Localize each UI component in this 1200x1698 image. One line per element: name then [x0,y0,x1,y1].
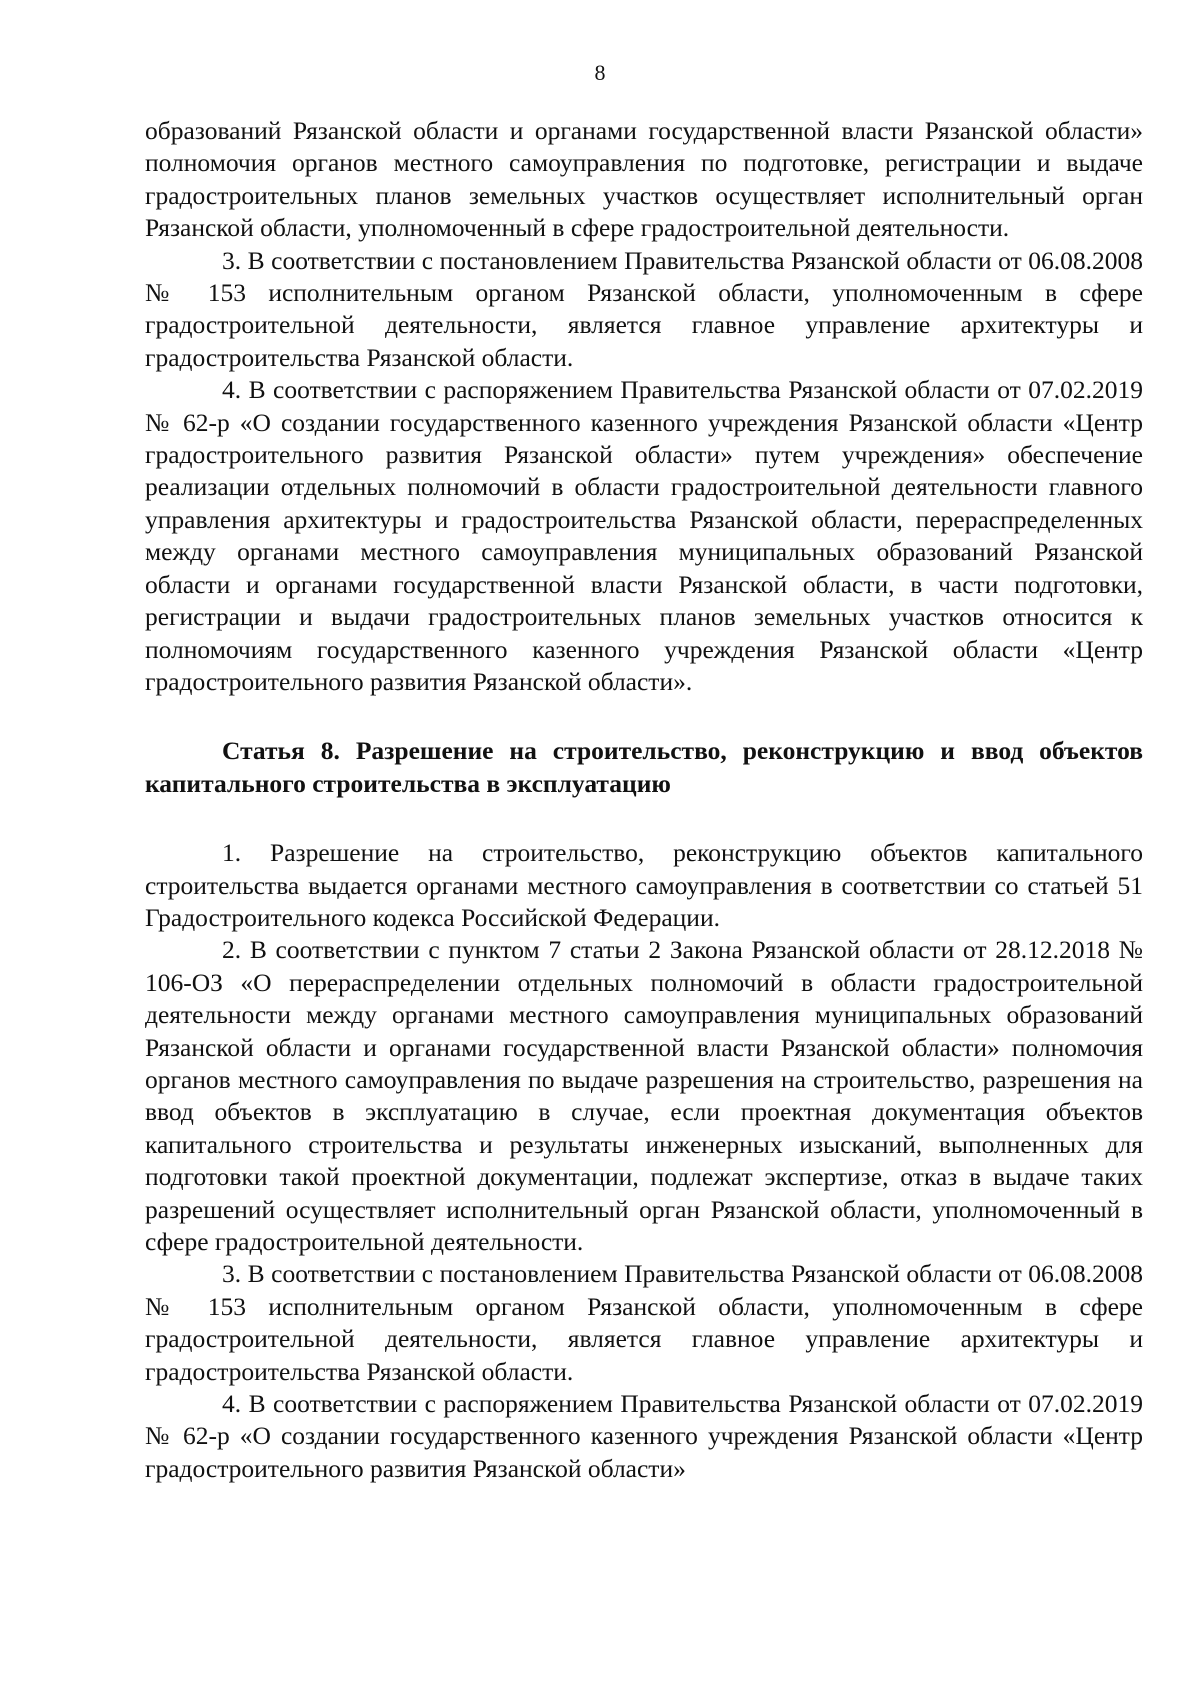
article-heading: Статья 8. Разрешение на строительство, реконструкцию и ввод объектов капитального строительства в эксплуатацию [145,736,1143,798]
paragraph: 4. В соответствии с распоряжением Правительства Рязанской области от 07.02.2019 № 62-р «О создании государственного казенного учреждения Рязанской области «Центр градостроительного развития Рязанской области» [145,1389,1143,1483]
paragraph: 3. В соответствии с постановлением Правительства Рязанской области от 06.08.2008 № 153 исполнительным органом Рязанской области, уполномоченным в сфере градостроительной деятельности, является главное управление архитектуры и градостроительства Рязанской области. [145,1259,1143,1386]
document-body [145,115,1143,1485]
paragraph: 2. В соответствии с пунктом 7 статьи 2 Закона Рязанской области от 28.12.2018 № 106-ОЗ «О перераспределении отдельных полномочий в области градостроительной деятельности между органами местного самоуправления муниципальных образований Рязанской области и органами государственной власти Рязанской области» полномочия органов местного самоуправления по выдаче разрешения на строительство, разрешения на ввод объектов в эксплуатацию в случае, если проектная документация объектов капитального строительства и результаты инженерных изысканий, выполненных для подготовки такой проектной документации, подлежат экспертизе, отказ в выдаче таких разрешений осуществляет исполнительный орган Рязанской области, уполномоченный в сфере градостроительной деятельности. [145,935,1143,1256]
page-number: 8 [594,60,606,85]
paragraph: 4. В соответствии с распоряжением Правительства Рязанской области от 07.02.2019 № 62-р «О создании государственного казенного учреждения Рязанской области «Центр градостроительного развития Рязанской области» путем учреждения» обеспечение реализации отдельных полномочий в области градостроительной деятельности главного управления архитектуры и градостроительства Рязанской области, перераспределенных между органами местного самоуправления муниципальных образований Рязанской области и органами государственной власти Рязанской области, в части подготовки, регистрации и выдачи градостроительных планов земельных участков относится к полномочиям государственного казенного учреждения Рязанской области «Центр градостроительного развития Рязанской области». [145,375,1143,696]
paragraph-continuation: образований Рязанской области и органами государственной власти Рязанской области» полномочия органов местного самоуправления по подготовке, регистрации и выдаче градостроительных планов земельных участков осуществляет исполнительный орган Рязанской области, уполномоченный в сфере градостроительной деятельности. [145,116,1143,243]
paragraph: 1. Разрешение на строительство, реконструкцию объектов капитального строительства выдается органами местного самоуправления в соответствии со статьей 51 Градостроительного кодекса Российской Федерации. [145,838,1143,932]
paragraph: 3. В соответствии с постановлением Правительства Рязанской области от 06.08.2008 № 153 исполнительным органом Рязанской области, уполномоченным в сфере градостроительной деятельности, является главное управление архитектуры и градостроительства Рязанской области. [145,245,1143,372]
